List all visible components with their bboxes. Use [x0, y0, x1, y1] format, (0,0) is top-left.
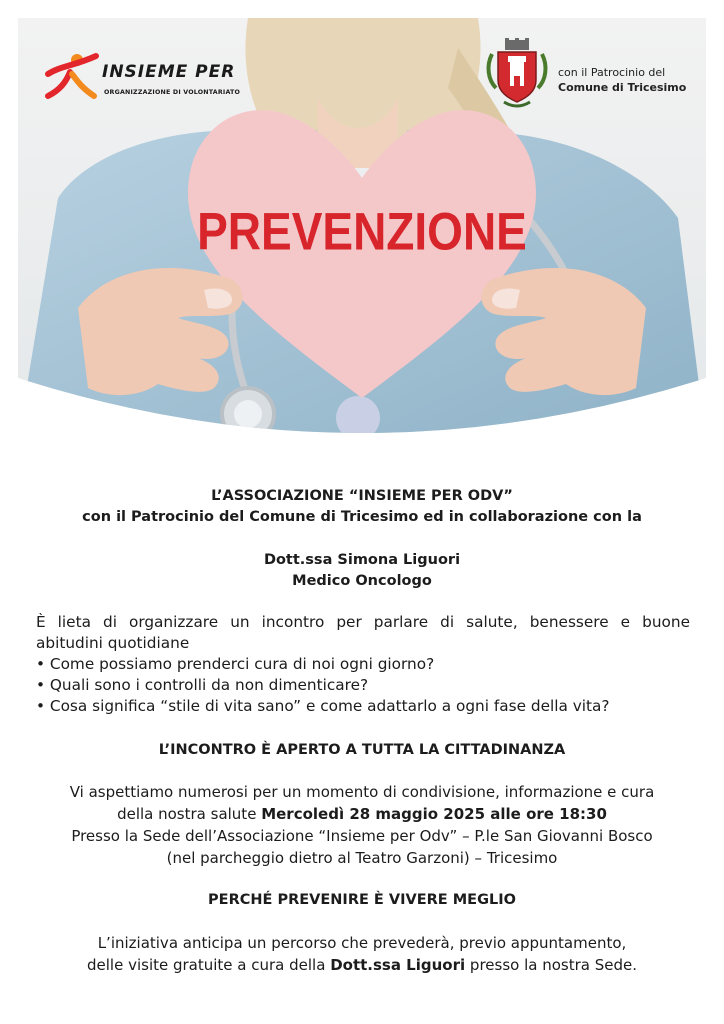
- heart-word: PREVENZIONE: [197, 201, 527, 261]
- bullet-item: • Quali sono i controlli da non dimenticare?: [36, 676, 369, 694]
- invite-date-line: [20, 804, 704, 826]
- logo-insieme-per: [44, 52, 254, 102]
- intro-line: abitudini quotidiane: [36, 634, 190, 652]
- association-heading: L’ASSOCIAZIONE “INSIEME PER ODV”: [211, 488, 513, 504]
- closing-line-2: [20, 955, 704, 977]
- intro-line: È lieta di organizzare un incontro per parlare di salute, benessere e buone: [36, 613, 690, 631]
- runner-logo-icon: [44, 52, 104, 102]
- open-event-heading: L’INCONTRO È APERTO A TUTTA LA CITTADINANZA: [158, 742, 566, 758]
- closing-line: L’iniziativa anticipa un percorso che prevederà, previo appuntamento,: [97, 934, 627, 952]
- venue-line: Presso la Sede dell’Associazione “Insieme per Odv” – P.le San Giovanni Bosco: [71, 827, 653, 845]
- patronage-block: [484, 36, 704, 116]
- bullet-item: • Come possiamo prenderci cura di noi ogni giorno?: [36, 655, 435, 673]
- venue-detail-line: (nel parcheggio dietro al Teatro Garzoni) – Tricesimo: [166, 849, 558, 867]
- closing-text: delle visite gratuite a cura della: [87, 956, 331, 974]
- patronage-line: con il Patrocinio del: [558, 66, 666, 79]
- closing-doctor: Dott.ssa Liguori: [330, 956, 466, 974]
- intro-block: [36, 612, 690, 717]
- municipality-name: Comune di Tricesimo: [558, 81, 687, 94]
- collaboration-line: con il Patrocinio del Comune di Tricesimo ed in collaborazione con la: [82, 509, 642, 525]
- motto-heading: PERCHÉ PREVENIRE È VIVERE MEGLIO: [208, 892, 516, 908]
- invite-text: della nostra salute: [117, 805, 262, 823]
- logo-name: INSIEME PER: [102, 62, 236, 82]
- closing-text-end: presso la nostra Sede.: [465, 956, 637, 974]
- invite-line: Vi aspettiamo numerosi per un momento di condivisione, informazione e cura: [69, 783, 655, 801]
- tricesimo-coat-of-arms-icon: [484, 36, 550, 116]
- logo-subtitle: ORGANIZZAZIONE DI VOLONTARIATO: [104, 89, 241, 96]
- doctor-name: Dott.ssa Simona Liguori: [263, 552, 461, 568]
- doctor-role: Medico Oncologo: [292, 573, 432, 589]
- bullet-item: • Cosa significa “stile di vita sano” e come adattarlo a ogni fase della vita?: [36, 697, 610, 715]
- event-datetime: Mercoledì 28 maggio 2025 alle ore 18:30: [261, 805, 607, 823]
